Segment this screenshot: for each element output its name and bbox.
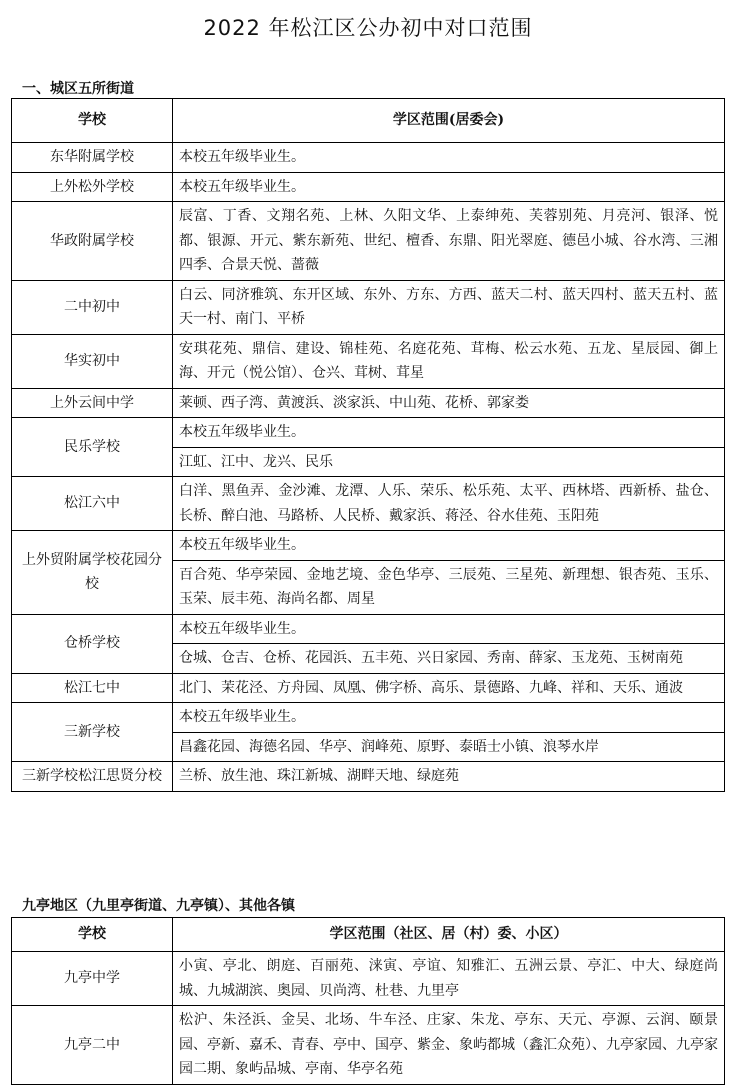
table-row: [12, 477, 725, 531]
table-row: [12, 614, 725, 644]
table-row: [12, 673, 725, 703]
district-range: 小寅、亭北、朗庭、百丽苑、涞寅、亭谊、知雅汇、五洲云景、亭汇、中大、绿庭尚城、九城湖滨、奥园、贝尚湾、杜巷、九里亭: [173, 952, 725, 1006]
school-name: 民乐学校: [12, 418, 173, 477]
district-range: 兰桥、放生池、珠江新城、湖畔天地、绿庭苑: [173, 762, 725, 792]
section-heading-2: 九亭地区（九里亭街道、九亭镇）、其他各镇: [22, 898, 295, 914]
school-name: 上外云间中学: [12, 388, 173, 418]
table-row: [12, 172, 725, 202]
page-title: 2022 年松江区公办初中对口范围: [203, 16, 533, 40]
section-heading-1: 一、城区五所街道: [22, 81, 134, 97]
table-header-row: [12, 99, 725, 143]
district-range: 松沪、朱泾浜、金吴、北场、牛车泾、庄家、朱龙、亭东、天元、亭源、云润、颐景园、亭新、嘉禾、青春、亭中、国亭、紫金、象屿都城（鑫汇众苑）、九亭家园、九亭家园二期、象屿品城、亭南、华亭名苑: [173, 1006, 725, 1085]
school-name: 上外贸附属学校花园分校: [12, 531, 173, 615]
table-row: [12, 418, 725, 448]
school-name: 二中初中: [12, 280, 173, 334]
table-row: [12, 334, 725, 388]
district-range: 本校五年级毕业生。: [173, 531, 725, 561]
district-range: 本校五年级毕业生。: [173, 172, 725, 202]
school-name: 东华附属学校: [12, 143, 173, 173]
district-range: 北门、茉花泾、方舟园、凤凰、佛字桥、高乐、景德路、九峰、祥和、天乐、通波: [173, 673, 725, 703]
header-range: 学区范围(居委会): [173, 99, 725, 143]
school-name: 华政附属学校: [12, 202, 173, 281]
district-range: 江虹、江中、龙兴、民乐: [173, 447, 725, 477]
header-school: 学校: [12, 99, 173, 143]
school-district-table-1: [11, 98, 725, 792]
header-range: 学区范围（社区、居（村）委、小区）: [173, 918, 725, 952]
district-range: 昌鑫花园、海德名园、华亭、润峰苑、原野、泰晤士小镇、浪琴水岸: [173, 732, 725, 762]
district-range: 本校五年级毕业生。: [173, 143, 725, 173]
table-row: [12, 952, 725, 1006]
header-school: 学校: [12, 918, 173, 952]
school-name: 三新学校松江思贤分校: [12, 762, 173, 792]
district-range: 辰富、丁香、文翔名苑、上林、久阳文华、上泰绅苑、芙蓉别苑、月亮河、银泽、悦都、银源、开元、紫东新苑、世纪、檀香、东鼎、阳光翠庭、德邑小城、谷水湾、三湘四季、合景天悦、蔷薇: [173, 202, 725, 281]
district-range: 仓城、仓吉、仓桥、花园浜、五丰苑、兴日家园、秀南、薛家、玉龙苑、玉树南苑: [173, 644, 725, 674]
table-row: [12, 703, 725, 733]
school-name: 九亭中学: [12, 952, 173, 1006]
school-name: 松江六中: [12, 477, 173, 531]
table-row: [12, 762, 725, 792]
table-row: [12, 1006, 725, 1085]
district-range: 本校五年级毕业生。: [173, 703, 725, 733]
district-range: 百合苑、华亭荣园、金地艺境、金色华亭、三辰苑、三星苑、新理想、银杏苑、玉乐、玉荣、辰丰苑、海尚名都、周星: [173, 560, 725, 614]
table-header-row: [12, 918, 725, 952]
school-name: 三新学校: [12, 703, 173, 762]
school-name: 松江七中: [12, 673, 173, 703]
table-row: [12, 280, 725, 334]
district-range: 安琪花苑、鼎信、建设、锦桂苑、名庭花苑、茸梅、松云水苑、五龙、星辰园、御上海、开元（悦公馆）、仓兴、茸树、茸星: [173, 334, 725, 388]
school-name: 九亭二中: [12, 1006, 173, 1085]
district-range: 本校五年级毕业生。: [173, 614, 725, 644]
district-range: 白云、同济雅筑、东开区域、东外、方东、方西、蓝天二村、蓝天四村、蓝天五村、蓝天一村、南门、平桥: [173, 280, 725, 334]
district-range: 莱顿、西子湾、黄渡浜、淡家浜、中山苑、花桥、郭家娄: [173, 388, 725, 418]
school-name: 上外松外学校: [12, 172, 173, 202]
table-row: [12, 531, 725, 561]
district-range: 本校五年级毕业生。: [173, 418, 725, 448]
school-district-table-2: [11, 917, 725, 1085]
district-range: 白洋、黑鱼弄、金沙滩、龙潭、人乐、荣乐、松乐苑、太平、西林塔、西新桥、盐仓、长桥、醉白池、马路桥、人民桥、戴家浜、蒋泾、谷水佳苑、玉阳苑: [173, 477, 725, 531]
school-name: 华实初中: [12, 334, 173, 388]
table-row: [12, 202, 725, 281]
school-name: 仓桥学校: [12, 614, 173, 673]
table-row: [12, 143, 725, 173]
table-row: [12, 388, 725, 418]
